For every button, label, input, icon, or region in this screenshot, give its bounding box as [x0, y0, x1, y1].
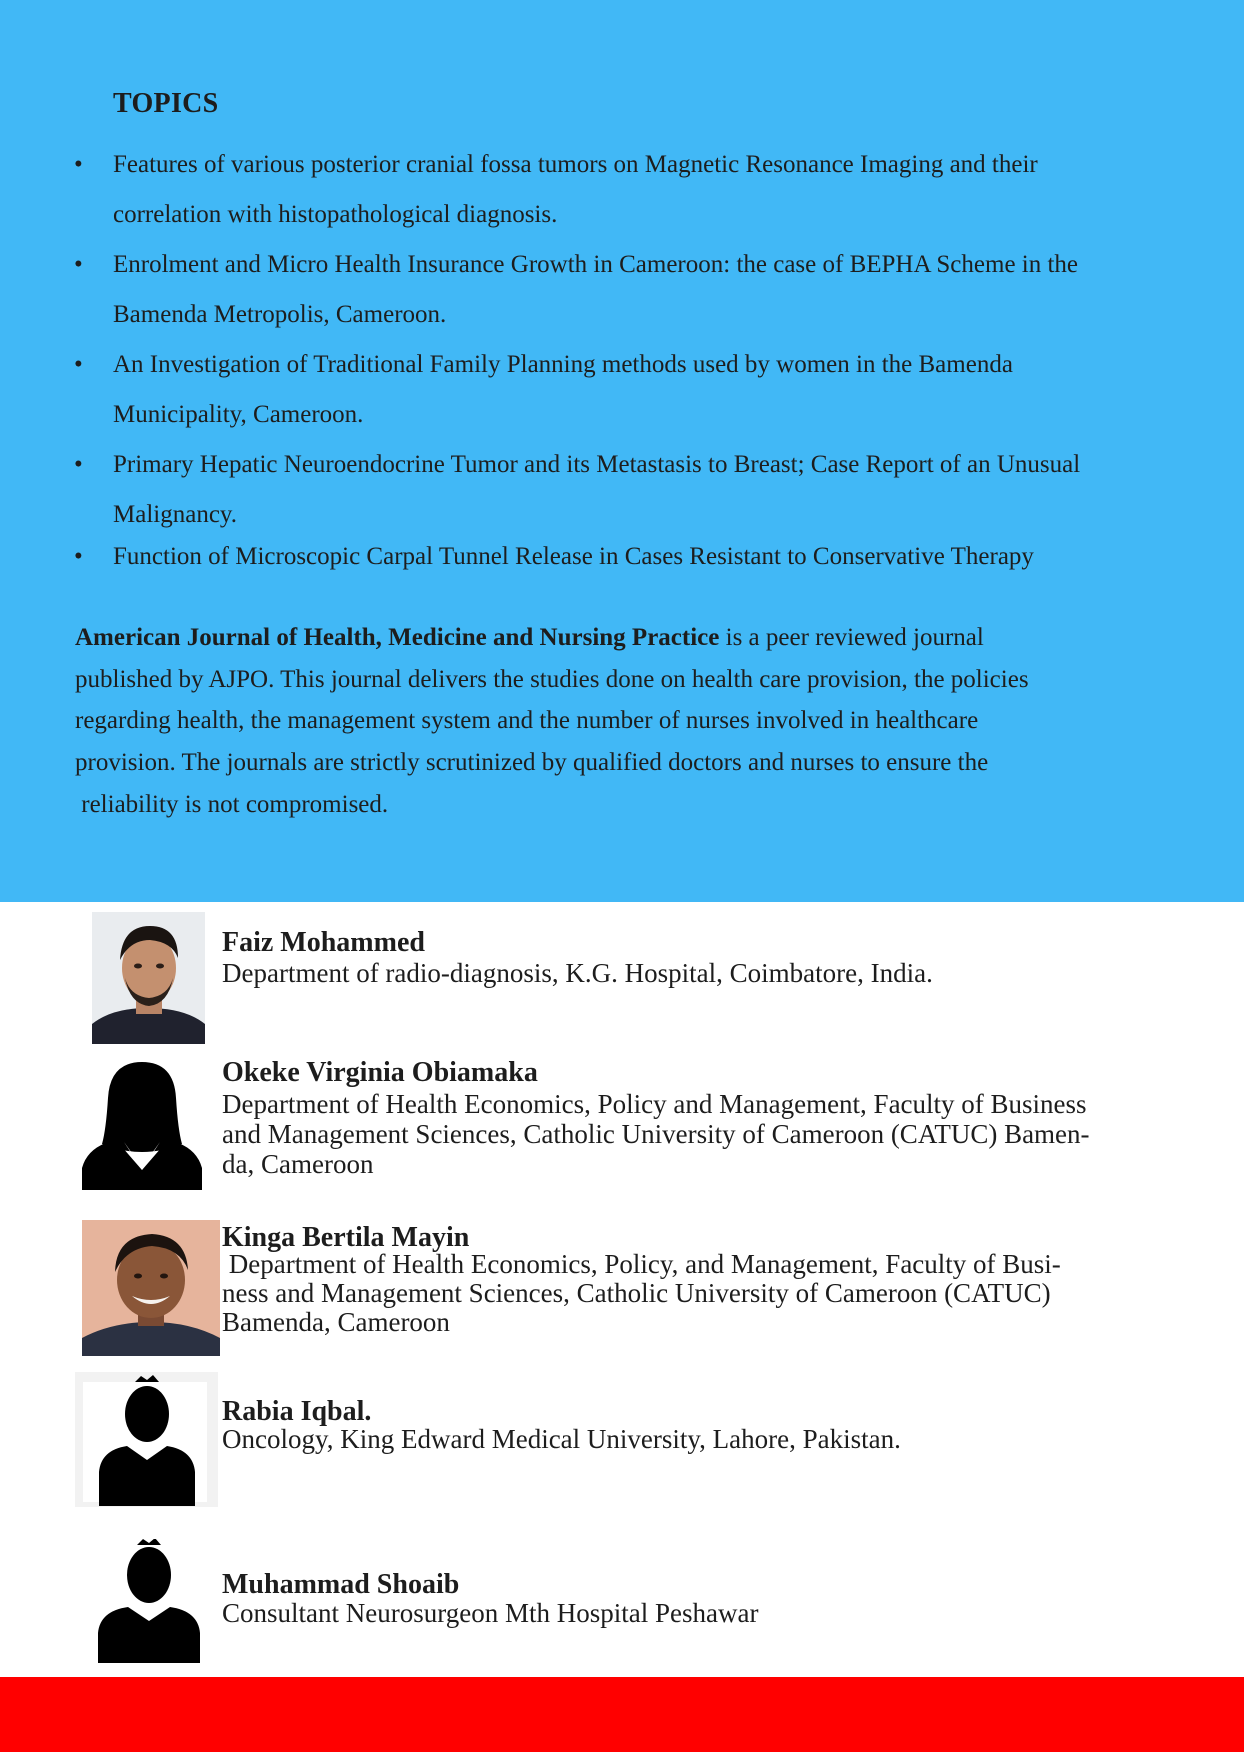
- author-photo: [92, 1539, 207, 1664]
- male-silhouette-icon: [75, 1372, 218, 1507]
- description-line: provision. The journals are strictly scrutinized by qualified doctors and nurses to ensure the: [75, 749, 989, 777]
- topic-line: Features of various posterior cranial fossa tumors on Magnetic Resonance Imaging and their: [113, 151, 1038, 178]
- topic-text: Function of Microscopic Carpal Tunnel Release in Cases Resistant to Conservative Therapy: [113, 543, 1034, 570]
- topic-text: [113, 140, 1183, 240]
- author-affiliation: [222, 1089, 1167, 1179]
- description-line: reliability is not compromised.: [75, 790, 389, 818]
- bullet: •: [74, 151, 83, 178]
- journal-name: American Journal of Health, Medicine and Nursing Practice: [75, 624, 720, 651]
- topic-text: [113, 440, 1183, 540]
- affiliation-line: Department of radio-diagnosis, K.G. Hospital, Coimbatore, India.: [222, 958, 933, 988]
- topics-heading: TOPICS: [113, 88, 219, 119]
- topic-text: [113, 340, 1183, 440]
- female-silhouette-icon: [82, 1060, 202, 1190]
- affiliation-line: Oncology, King Edward Medical University, Lahore, Pakistan.: [222, 1424, 901, 1454]
- author-affiliation: [222, 958, 1167, 988]
- author-photo: [75, 1372, 218, 1507]
- affiliation-line: and Management Sciences, Catholic University of Cameroon (CATUC) Bamen-: [222, 1119, 1090, 1149]
- affiliation-line: Bamenda, Cameroon: [222, 1307, 450, 1337]
- description-line: regarding health, the management system and the number of nurses involved in healthcare: [75, 707, 979, 735]
- bullet: •: [74, 251, 83, 278]
- topic-text: [113, 240, 1183, 340]
- topic-line: Malignancy.: [113, 501, 238, 528]
- description-line: is a peer reviewed journal: [719, 624, 984, 651]
- author-photo: [92, 912, 205, 1044]
- topic-line: Municipality, Cameroon.: [113, 401, 364, 428]
- topic-line: correlation with histopathological diagnosis.: [113, 201, 558, 228]
- author-photo: [82, 1060, 202, 1190]
- author-name: Rabia Iqbal.: [222, 1396, 372, 1427]
- topic-line: An Investigation of Traditional Family Planning methods used by women in the Bamenda: [113, 351, 1013, 378]
- description-line: published by AJPO. This journal delivers the studies done on health care provision, the policies: [75, 665, 1029, 693]
- author-name: Faiz Mohammed: [222, 927, 425, 958]
- person-photo-icon: [82, 1220, 220, 1356]
- journal-description: [75, 617, 1155, 826]
- topic-line: Bamenda Metropolis, Cameroon.: [113, 301, 447, 328]
- affiliation-line: Department of Health Economics, Policy, and Management, Faculty of Busi-: [222, 1249, 1061, 1279]
- author-name: Kinga Bertila Mayin: [222, 1222, 470, 1253]
- bullet: •: [74, 543, 83, 570]
- topic-line: Enrolment and Micro Health Insurance Growth in Cameroon: the case of BEPHA Scheme in the: [113, 251, 1079, 278]
- author-affiliation: [222, 1250, 1167, 1337]
- author-affiliation: [222, 1598, 1167, 1628]
- person-photo-icon: [92, 912, 205, 1044]
- author-name: Okeke Virginia Obiamaka: [222, 1057, 538, 1088]
- affiliation-line: ness and Management Sciences, Catholic University of Cameroon (CATUC): [222, 1278, 1051, 1308]
- affiliation-line: da, Cameroon: [222, 1149, 374, 1179]
- bullet: •: [74, 451, 83, 478]
- male-silhouette-icon: [92, 1539, 207, 1664]
- author-photo: [82, 1220, 220, 1356]
- topic-line: Primary Hepatic Neuroendocrine Tumor and its Metastasis to Breast; Case Report of an Unusual: [113, 451, 1081, 478]
- footer-bar: [0, 1677, 1244, 1752]
- bullet: •: [74, 351, 83, 378]
- author-affiliation: [222, 1424, 1167, 1454]
- affiliation-line: Consultant Neurosurgeon Mth Hospital Peshawar: [222, 1598, 759, 1628]
- affiliation-line: Department of Health Economics, Policy and Management, Faculty of Business: [222, 1089, 1087, 1119]
- author-name: Muhammad Shoaib: [222, 1569, 460, 1600]
